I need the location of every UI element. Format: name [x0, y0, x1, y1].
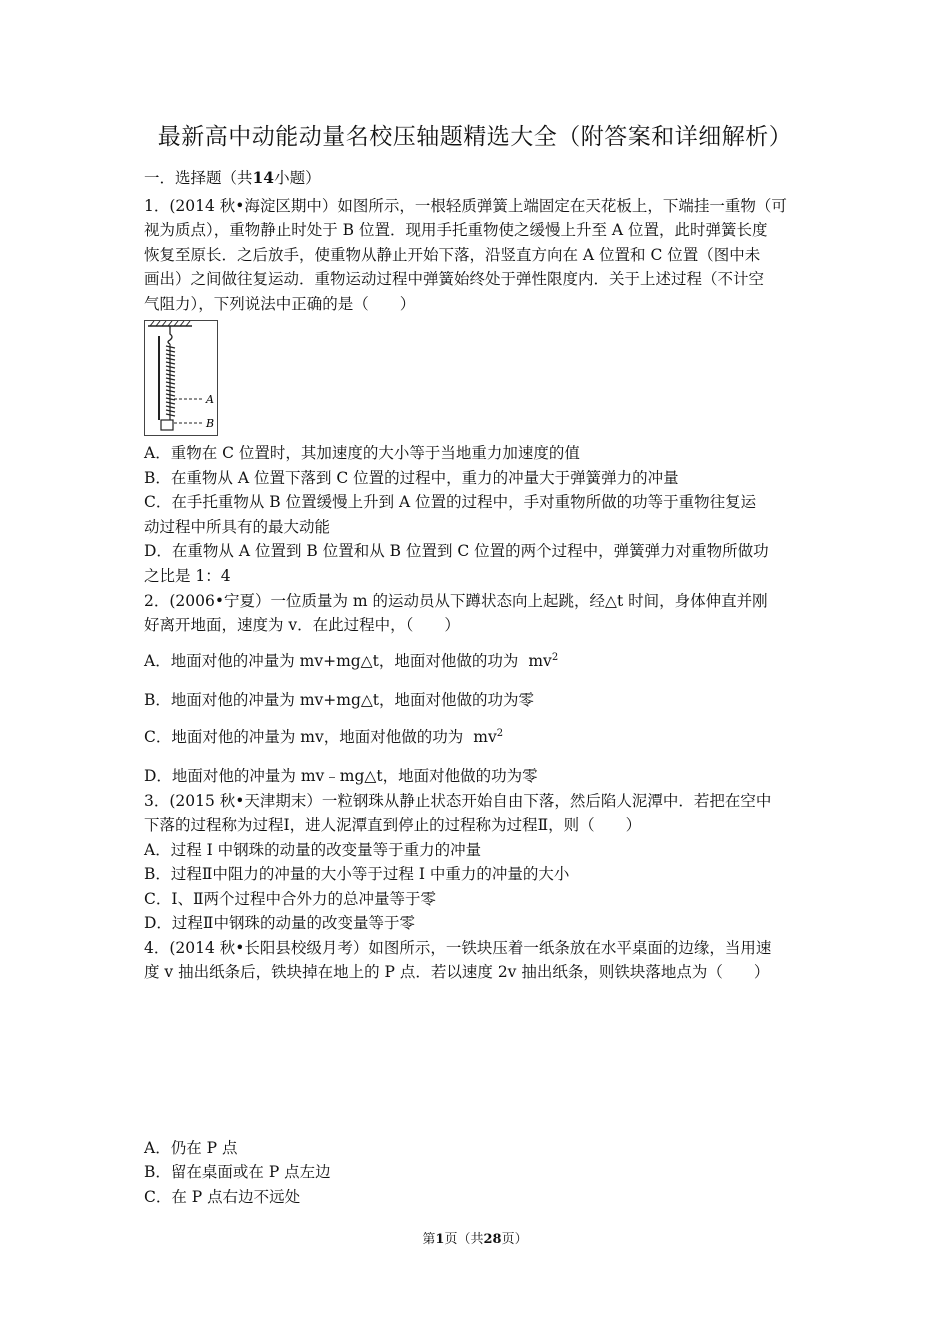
question-count: 14	[252, 168, 275, 187]
page-footer: 第1页（共28页）	[422, 1232, 528, 1247]
q1-line: 气阻力），下列说法中正确的是（ ）	[144, 295, 416, 313]
q3-line: 3．(2015 秋•天津期末）一粒钢珠从静止状态开始自由下落，然后陷人泥潭中．若把在空中	[144, 792, 772, 810]
q2-option-b: B．地面对他的冲量为 mv+mg△t，地面对他做的功为零	[144, 691, 535, 709]
document-title: 最新高中动能动量名校压轴题精选大全（附答案和详细解析）	[157, 124, 793, 150]
page-number: 1	[435, 1232, 445, 1247]
weight-block	[161, 420, 173, 430]
q4-option-b: B．留在桌面或在 P 点左边	[144, 1163, 331, 1181]
q1-option-d: D．在重物从 A 位置到 B 位置和从 B 位置到 C 位置的两个过程中，弹簧弹力对重物所做功	[144, 542, 769, 560]
q1-line: 视为质点），重物静止时处于 B 位置．现用手托重物使之缓慢上升至 A 位置，此时弹簧长度	[144, 221, 768, 239]
q2-line: 好离开地面，速度为 v．在此过程中，（ ）	[144, 616, 460, 634]
hook-icon	[168, 326, 172, 344]
q3-option-c: C．I、Ⅱ两个过程中合外力的总冲量等于零	[144, 890, 437, 908]
spring-figure	[144, 320, 218, 436]
q1-line: 1．(2014 秋•海淀区期中）如图所示，一根轻质弹簧上端固定在天花板上，下端挂一重物（可	[144, 197, 787, 215]
q2-option-a: A．地面对他的冲量为 mv+mg△t，地面对他做的功为 $mv^2$	[144, 652, 559, 670]
q4-line: 度 v 抽出纸条后，铁块掉在地上的 P 点．若以速度 2v 抽出纸条，则铁块落地点为（ ）	[144, 963, 770, 981]
q3-option-a: A．过程 I 中钢珠的动量的改变量等于重力的冲量	[144, 841, 482, 859]
q1-option-c: C．在手托重物从 B 位置缓慢上升到 A 位置的过程中，手对重物所做的功等于重物往复运	[144, 493, 757, 511]
q3-option-b: B．过程Ⅱ中阻力的冲量的大小等于过程 I 中重力的冲量的大小	[144, 865, 570, 883]
q1-option-c-cont: 动过程中所具有的最大动能	[144, 518, 331, 536]
q3-option-d: D．过程Ⅱ中钢珠的动量的改变量等于零	[144, 914, 415, 932]
q1-line: 恢复至原长．之后放手，使重物从静止开始下落，沿竖直方向在 A 位置和 C 位置（图中未	[144, 246, 761, 264]
q1-option-d-cont: 之比是 1：4	[144, 567, 231, 585]
q3-line: 下落的过程称为过程Ⅰ，进人泥潭直到停止的过程称为过程Ⅱ，则（ ）	[144, 816, 642, 834]
q2-option-d: D．地面对他的冲量为 mv﹣mg△t，地面对他做的功为零	[144, 767, 538, 785]
q2-option-c: C．地面对他的冲量为 mv，地面对他做的功为 $mv^2$	[144, 728, 504, 746]
q2-line: 2．(2006•宁夏）一位质量为 m 的运动员从下蹲状态向上起跳，经△t 时间，身体伸直并刚	[144, 592, 768, 610]
q1-option-a: A．重物在 C 位置时，其加速度的大小等于当地重力加速度的值	[144, 444, 580, 462]
q4-line: 4．(2014 秋•长阳县校级月考）如图所示，一铁块压着一纸条放在水平桌面的边缘，当用速	[144, 939, 772, 957]
label-a: A	[206, 393, 214, 406]
label-b: B	[206, 417, 215, 430]
page-total: 28	[483, 1232, 502, 1247]
q1-line: 画出）之间做往复运动．重物运动过程中弹簧始终处于弹性限度内．关于上述过程（不计空	[144, 270, 765, 288]
q1-option-b: B．在重物从 A 位置下落到 C 位置的过程中，重力的冲量大于弹簧弹力的冲量	[144, 469, 679, 487]
section-heading: 一．选择题（共14小题）	[144, 168, 321, 187]
q4-option-c: C．在 P 点右边不远处	[144, 1188, 301, 1206]
q4-option-a: A．仍在 P 点	[144, 1139, 238, 1157]
